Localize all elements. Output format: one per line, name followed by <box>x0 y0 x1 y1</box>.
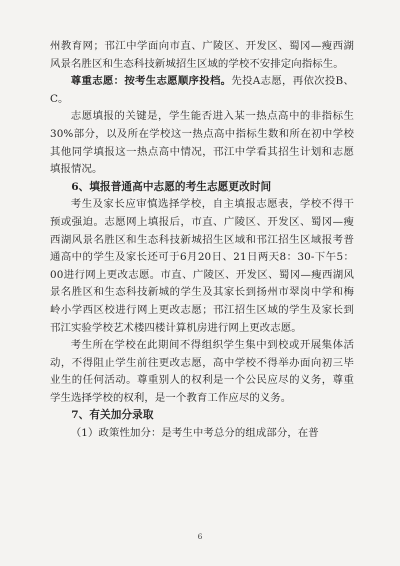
section-heading-7: 7、有关加分录取 <box>71 409 154 422</box>
paragraph-lead-bold: 尊重志愿：按考生志愿顺序投档。 <box>70 75 232 88</box>
paragraph-jihuo: 考生所在学校在此期间不得组织学生集中到校或开展集体活动，不得阻止学生前往更改志愿，高中学校不得举办面向初三毕业生的任何活动。尊重别人的权利是一个公民应尽的义务，尊重学生选择学校的权利，是一个教育工作应尽的义务。 <box>50 339 354 404</box>
paragraph-jiafen: （1）政策性加分：是考生中考总分的组成部分，在普 <box>70 427 319 440</box>
paragraph-zunzhong-zhiyuan <box>50 73 354 108</box>
section-heading-6: 6、填报普通高中志愿的考生志愿更改时间 <box>71 180 272 193</box>
paragraph-dingxiang: 州教育网；邗江中学面向市直、广陵区、开发区、蜀冈—瘦西湖风景名胜区和生态科技新城招生区域的学校不安排定向指标生。 <box>50 40 354 70</box>
paragraph-genggai: 考生及家长应审慎选择学校，自主填报志愿表，学校不得干预或强迫。志愿网上填报后，市直、广陵区、开发区、蜀冈—瘦西湖风景名胜区和生态科技新城招生区域和邗江招生区域报考普通高中的学生及家长还可于6月20日、21日两天8：30-下午5：00进行网上更改志愿。市直、广陵区、开发区、蜀冈—瘦西湖风景名胜区和生态科技新城的学生及其家长到扬州市翠岗中学和梅岭小学西区校进行网上更改志愿；邗江招生区域的学生及家长到邗江实验学校艺术楼四楼计算机房进行网上更改志愿。 <box>50 198 354 334</box>
document-body <box>50 38 354 443</box>
paragraph-guanjian: 志愿填报的关键是，学生能否进入某一热点高中的非指标生30%部分，以及所在学校这一热点高中指标生数和所在初中学校其他同学填报这一热点高中情况，邗江中学看其招生计划和志愿填报情况。 <box>50 110 354 176</box>
page-number: 6 <box>197 532 203 541</box>
paragraph-rest: 先投A志愿，再依次投B、C。 <box>50 75 355 105</box>
